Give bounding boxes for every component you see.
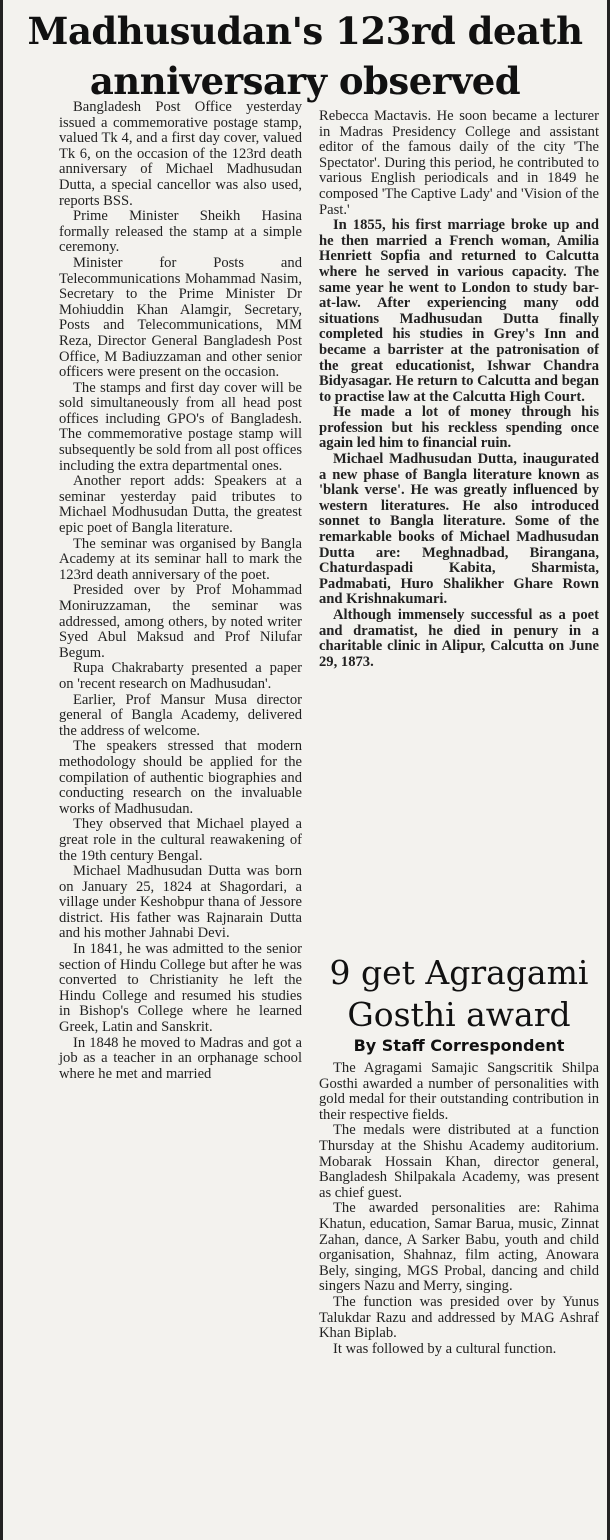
paragraph: The Agragami Samajic Sangscritik Shilpa Gosthi awarded a number of personalities with gold medal for their outstanding contribution in their respective fields. — [319, 1060, 599, 1123]
paragraph: The medals were distributed at a function Thursday at the Shishu Academy auditorium. Mobarak Hossain Khan, director general, Bangladesh Shilpakala Academy, was present as chief guest. — [319, 1122, 599, 1201]
paragraph: It was followed by a cultural function. — [333, 1340, 557, 1357]
paragraph: The stamps and first day cover will be sold simultaneously from all head post offices including GPO's of Bangladesh. The commemorative postage stamp will subsequently be sold from all post offices including the extra departmental ones. — [59, 379, 302, 474]
article-headline: Madhusudan's 123rd death anniversary observed — [27, 9, 583, 103]
paragraph: The seminar was organised by Bangla Academy at its seminar hall to mark the 123rd death anniversary of the poet. — [59, 535, 302, 583]
second-article-headline: 9 get Agragami Gosthi award — [329, 953, 589, 1034]
paragraph: The function was presided over by Yunus Talukdar Razu and addressed by MAG Ashraf Khan Biplab. — [319, 1293, 599, 1342]
second-article-body — [319, 1061, 599, 1357]
paragraph: In 1848 he moved to Madras and got a job as a teacher in an orphanage school where he met and married — [59, 1034, 302, 1082]
paragraph: In 1855, his first marriage broke up and he then married a French woman, Amilia Henriett Sopfia and returned to Calcutta where he served in various capacity. The same year he went to London to study bar-at-law. After experiencing many odd situations Madhusudan Dutta finally completed his studies in Grey's Inn and became a barrister at the patronisation of the great educationist, Ishwar Chandra Bidyasagar. He return to Calcutta and began to practise law at the Calcutta High Court. — [319, 217, 599, 405]
paragraph: Michael Madhusudan Dutta was born on January 25, 1824 at Shagordari, a village under Keshobpur thana of Jessore district. His father was Rajnarain Dutta and his mother Jahnabi Devi. — [59, 863, 302, 942]
paragraph: Prime Minister Sheikh Hasina formally released the stamp at a simple ceremony. — [59, 208, 302, 256]
article-column-1 — [59, 100, 302, 1082]
paragraph: The speakers stressed that modern methodology should be applied for the compilation of authentic biographies and conducting research on the invaluable works of Madhusudan. — [59, 738, 302, 817]
paragraph: Michael Madhusudan Dutta, inaugurated a new phase of Bangla literature known as 'blank verse'. He was greatly influenced by western literatures. He also introduced sonnet to Bangla literature. Some of the remarkable books of Michael Madhusudan Dutta are: Meghnadbad, Birangana, Chaturdaspadi Kabita, Sharmista, Padmabati, Huro Shalikher Ghare Rown and Krishnakumari. — [319, 451, 599, 608]
paragraph: Rebecca Mactavis. He soon became a lecturer in Madras Presidency College and assistant editor of the famous daily of the city 'The Spectator'. During this period, he contributed to various English periodicals and in 1849 he composed 'The Captive Lady' and 'Vision of the Past.' — [319, 108, 599, 218]
paragraph: Presided over by Prof Mohammad Moniruzzaman, the seminar was addressed, among others, by noted writer Syed Abul Maksud and Prof Nilufar Begum. — [59, 582, 302, 661]
article-column-2 — [319, 109, 599, 670]
paragraph: Minister for Posts and Telecommunications Mohammad Nasim, Secretary to the Prime Minister Dr Mohiuddin Khan Alamgir, Secretary, Posts and Telecommunications, MM Reza, Director General Bangladesh Post Office, M Badiuzzaman and other senior officers were present on the occasion. — [59, 254, 302, 381]
paragraph: The awarded personalities are: Rahima Khatun, education, Samar Barua, music, Zinnat Zahan, dance, A Sarker Babu, youth and child organisation, Shahnaz, film acting, Anowara Bely, singing, MGS Probal, dancing and child singers Nazu and Merry, singing. — [319, 1200, 599, 1295]
paragraph: Bangladesh Post Office yesterday issued a commemorative postage stamp, valued Tk 4, and a first day cover, valued Tk 6, on the occasion of the 123rd death anniversary of Michael Madhusudan Dutta, a special cancellor was also used, reports BSS. — [59, 99, 302, 209]
paragraph: In 1841, he was admitted to the senior section of Hindu College but after he was converted to Christianity he left the Hindu College and resumed his studies in Bishop's College where he learned Greek, Latin and Sanskrit. — [59, 941, 302, 1036]
paragraph: Although immensely successful as a poet and dramatist, he died in penury in a charitable clinic in Alipur, Calcutta on June 29, 1873. — [319, 607, 599, 670]
paragraph: He made a lot of money through his profession but his reckless spending once again led him to financial ruin. — [319, 404, 599, 452]
paragraph: Earlier, Prof Mansur Musa director general of Bangla Academy, delivered the address of welcome. — [59, 691, 302, 739]
byline: By Staff Correspondent — [353, 1036, 565, 1055]
paragraph: Another report adds: Speakers at a seminar yesterday paid tributes to Michael Modhusudan Dutta, the greatest epic poet of Bangla literature. — [59, 473, 302, 537]
paragraph: Rupa Chakrabarty presented a paper on 'recent research on Madhusudan'. — [59, 660, 302, 692]
paragraph: They observed that Michael played a great role in the cultural reawakening of the 19th century Bengal. — [59, 816, 302, 864]
